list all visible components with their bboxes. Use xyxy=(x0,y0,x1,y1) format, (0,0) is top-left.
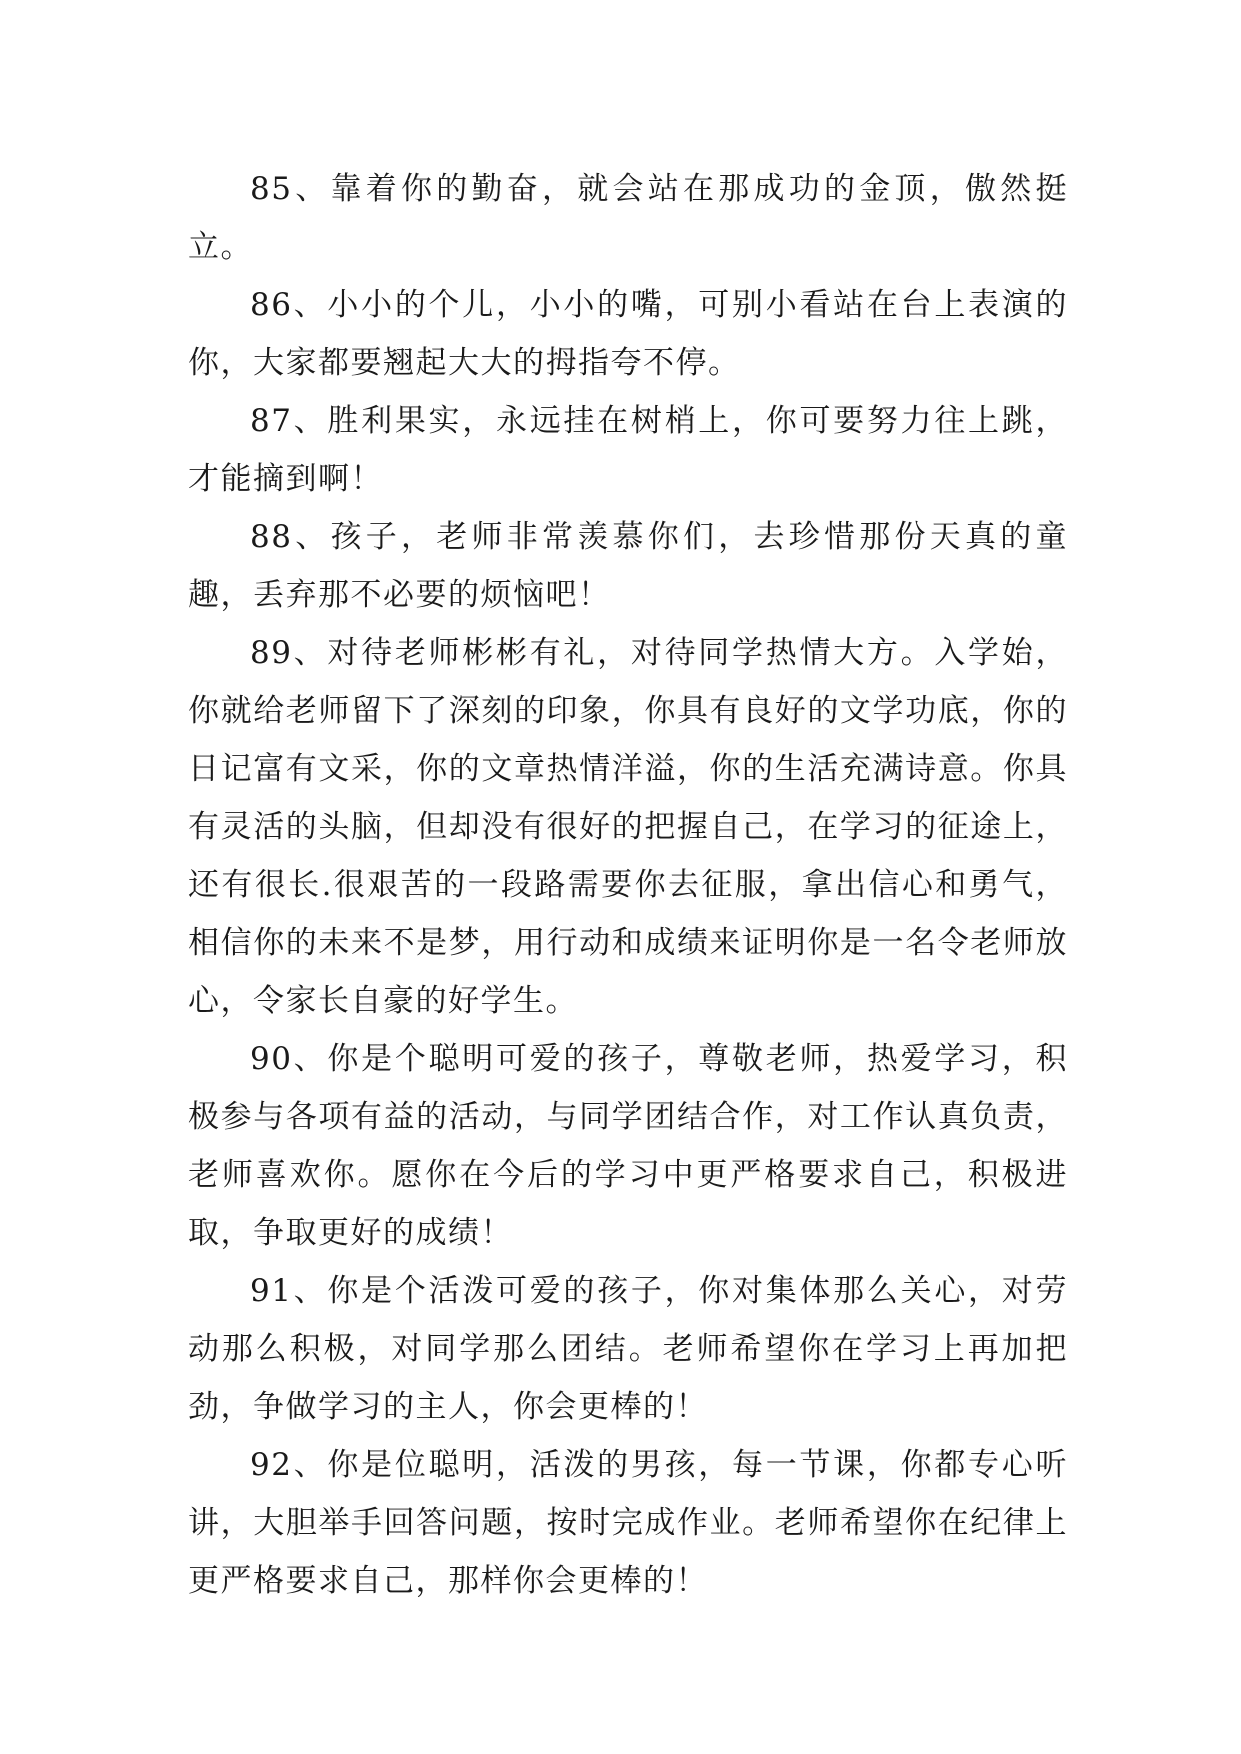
paragraph-89: 89、对待老师彬彬有礼，对待同学热情大方。入学始，你就给老师留下了深刻的印象，你具有良好的文学功底，你的日记富有文采，你的文章热情洋溢，你的生活充满诗意。你具有灵活的头脑，但却没有很好的把握自己，在学习的征途上，还有很长.很艰苦的一段路需要你去征服，拿出信心和勇气，相信你的未来不是梦，用行动和成绩来证明你是一名令老师放心，令家长自豪的好学生。 xyxy=(188,635,1068,1019)
paragraph-86: 86、小小的个儿，小小的嘴，可别小看站在台上表演的你，大家都要翘起大大的拇指夸不停。 xyxy=(188,287,1068,381)
paragraph-90: 90、你是个聪明可爱的孩子，尊敬老师，热爱学习，积极参与各项有益的活动，与同学团结合作，对工作认真负责，老师喜欢你。愿你在今后的学习中更严格要求自己，积极进取，争取更好的成绩！ xyxy=(188,1041,1068,1251)
document-body xyxy=(188,160,1068,1610)
paragraph-88: 88、孩子，老师非常羡慕你们，去珍惜那份天真的童趣，丢弃那不必要的烦恼吧！ xyxy=(188,519,1068,613)
paragraph-91: 91、你是个活泼可爱的孩子，你对集体那么关心，对劳动那么积极，对同学那么团结。老师希望你在学习上再加把劲，争做学习的主人，你会更棒的！ xyxy=(188,1273,1068,1425)
paragraph-92: 92、你是位聪明，活泼的男孩，每一节课，你都专心听讲，大胆举手回答问题，按时完成作业。老师希望你在纪律上更严格要求自己，那样你会更棒的！ xyxy=(188,1447,1068,1599)
paragraph-85: 85、靠着你的勤奋，就会站在那成功的金顶，傲然挺立。 xyxy=(188,171,1068,265)
paragraph-87: 87、胜利果实，永远挂在树梢上，你可要努力往上跳，才能摘到啊！ xyxy=(188,403,1068,497)
